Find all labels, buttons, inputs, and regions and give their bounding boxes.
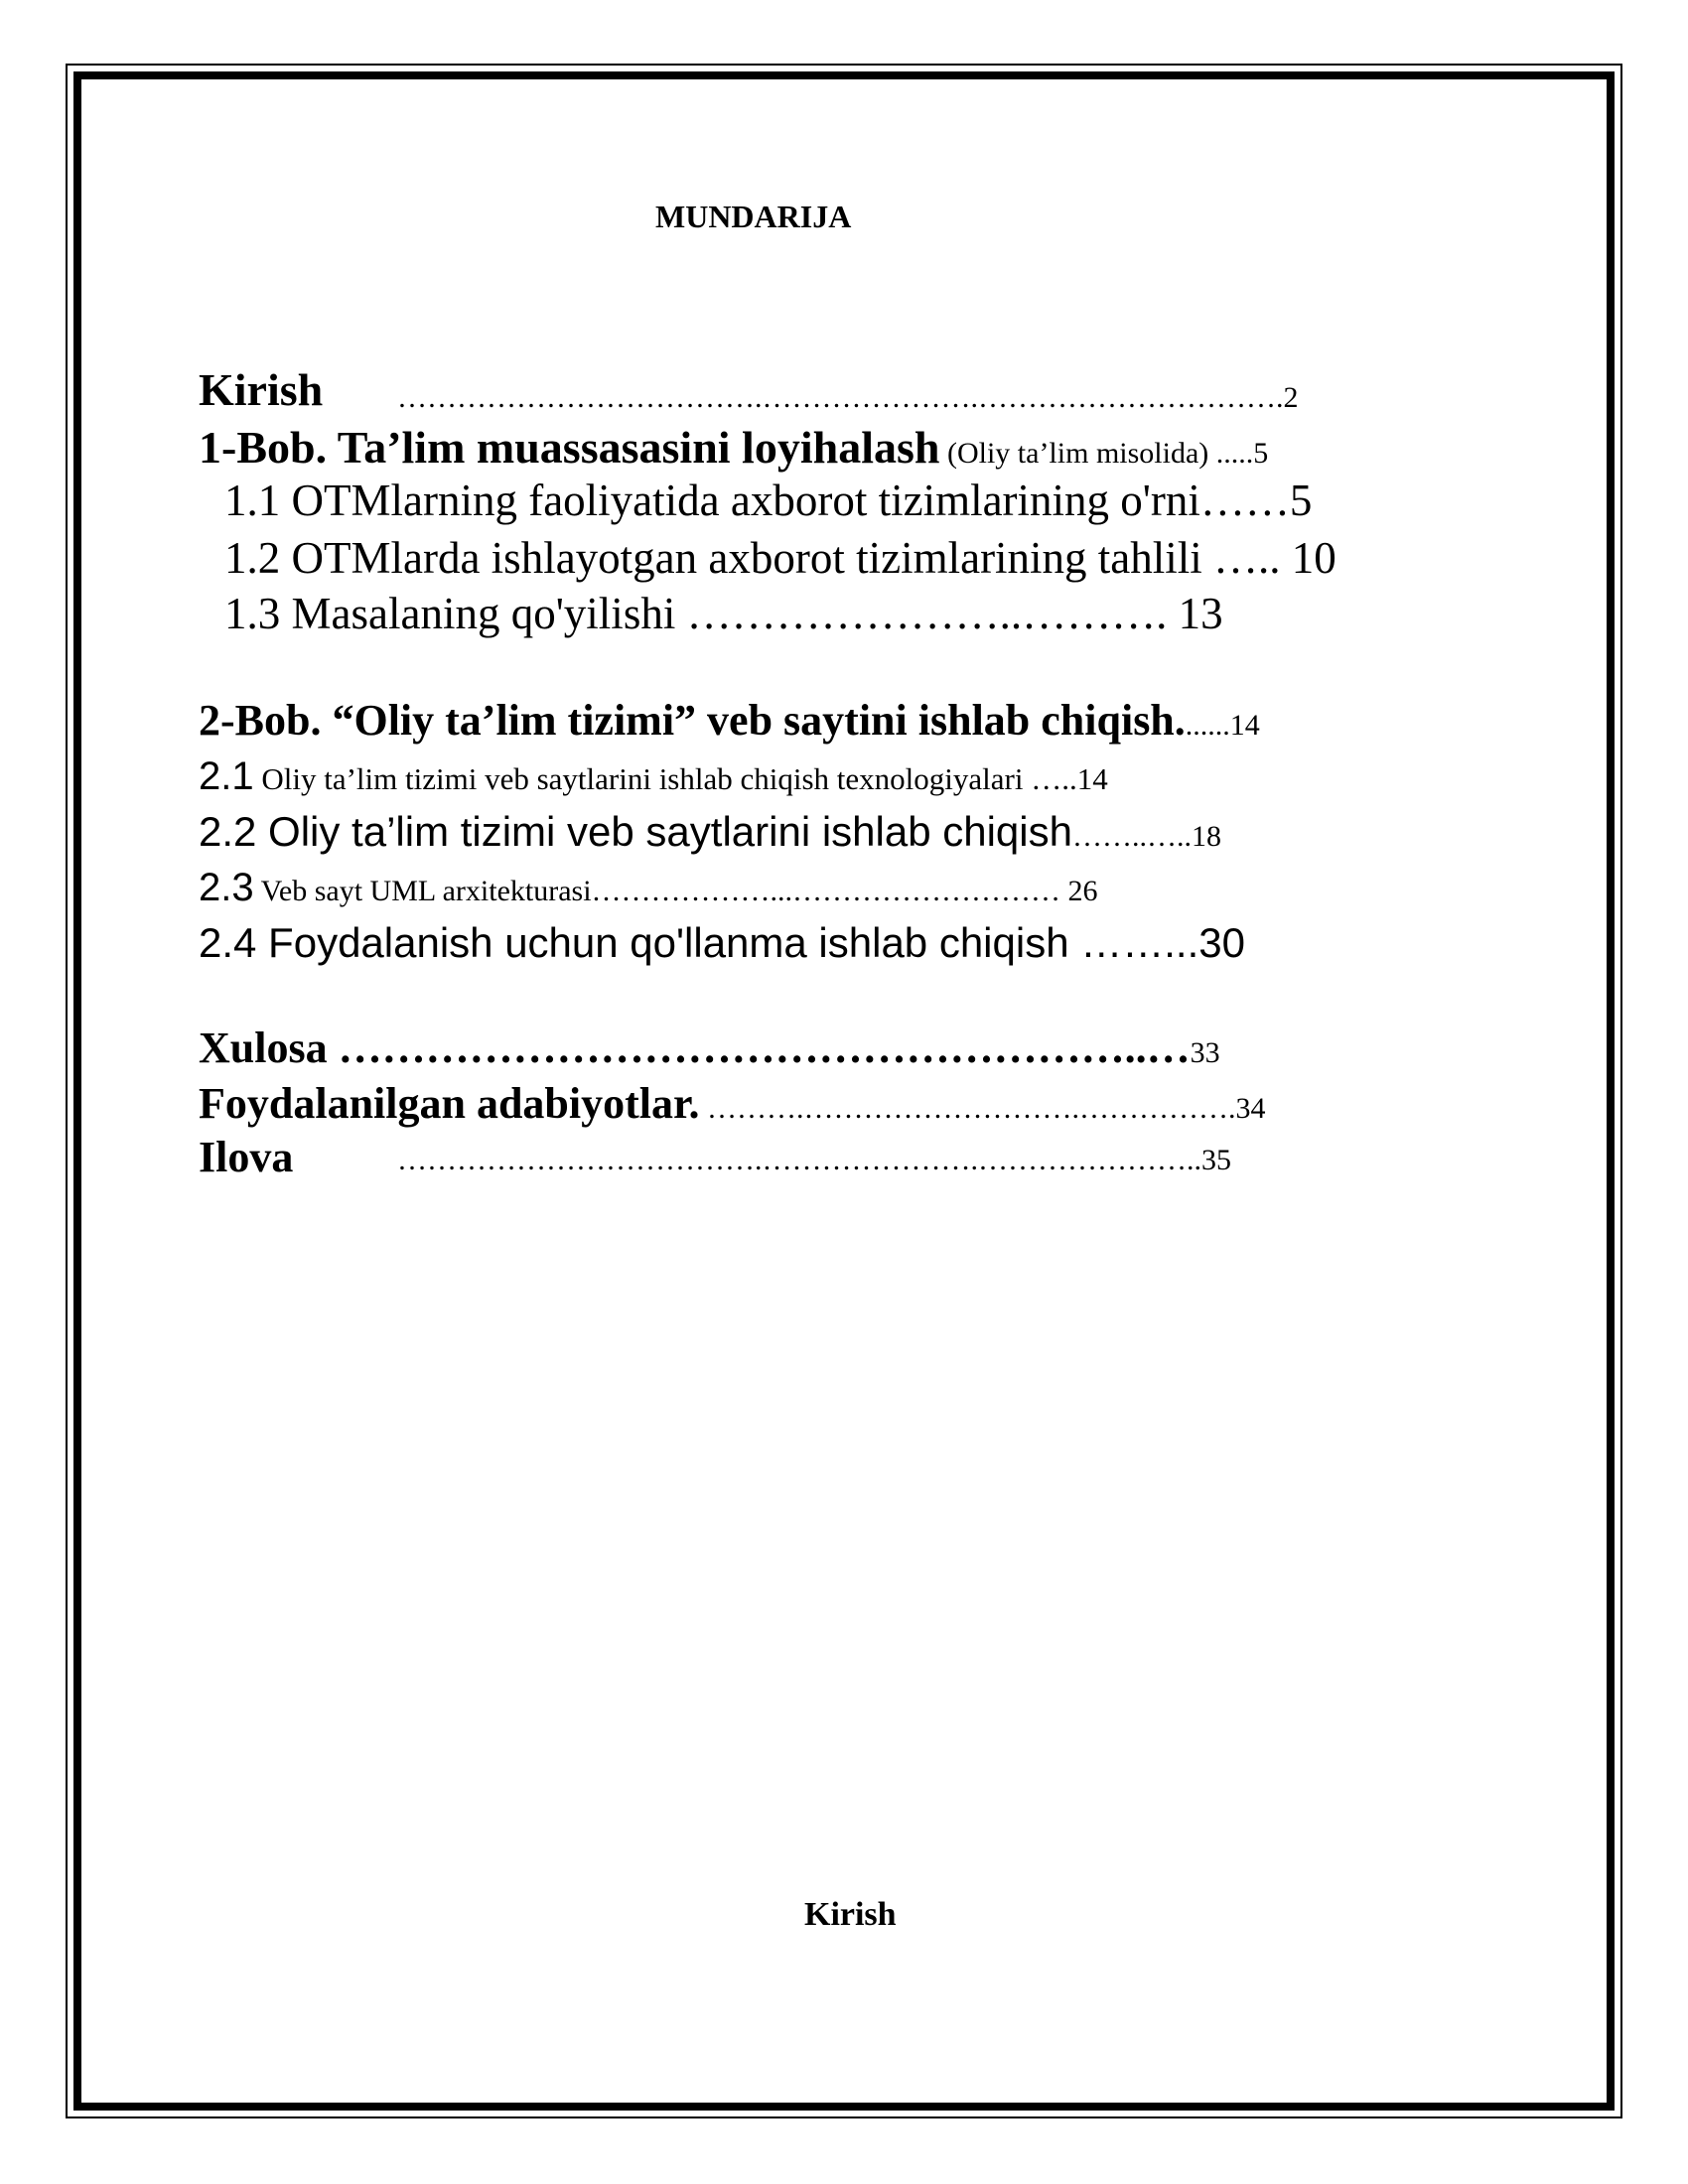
toc-xulosa-page: 33 [1190,1036,1220,1069]
toc-entry-2-1 [199,754,1108,799]
toc-2-2-dots: ……..…..18 [1071,820,1221,853]
toc-entry-ilova [199,1132,1231,1182]
next-section-heading: Kirish [804,1896,897,1933]
toc-entry-2-2 [199,808,1221,856]
toc-entry-bob2 [199,695,1260,746]
toc-2-2-text: 2.2 Oliy ta’lim tizimi veb saytlarini ishlab chiqish [199,808,1072,855]
toc-bob1-label: 1-Bob. Ta’lim muassasasini loyihalash [199,422,940,473]
toc-entry-adabiyot [199,1078,1266,1129]
toc-ilova-dots: ……………………………….………………….…………………..35 [397,1144,1231,1176]
toc-entry-1-1: 1.1 OTMlarning faoliyatida axborot tizimlarining o'rni……5 [224,476,1313,525]
toc-2-1-text: Oliy ta’lim tizimi veb saytlarini ishlab chiqish texnologiyalari …..14 [253,761,1108,796]
toc-entry-bob1 [199,421,1268,474]
toc-bob1-sub: (Oliy ta’lim misolida) .....5 [939,437,1269,470]
toc-kirish-label: Kirish [199,364,324,415]
toc-entry-kirish [199,363,1299,416]
toc-ilova-label: Ilova [199,1133,294,1181]
toc-entry-1-3: 1.3 Masalaning qo'yilishi …………………..………. 13 [224,589,1223,638]
toc-entry-xulosa [199,1023,1220,1073]
toc-entry-2-3 [199,866,1098,910]
toc-kirish-dots: ……………………………….………………….………………………….2 [397,381,1299,414]
toc-bob2-page: ......14 [1185,709,1260,742]
toc-entry-1-2: 1.2 OTMlarda ishlayotgan axborot tizimlarining tahlili ….. 10 [224,533,1336,583]
toc-entry-2-4: 2.4 Foydalanish uchun qo'llanma ishlab chiqish ……...30 [199,919,1245,966]
toc-2-3-num: 2.3 [199,866,254,909]
toc-bob2-label: 2-Bob. “Oliy ta’lim tizimi” veb saytini ishlab chiqish. [199,696,1186,745]
toc-xulosa-label: Xulosa ………………………………………………..… [199,1024,1191,1072]
toc-adabiyot-label: Foydalanilgan adabiyotlar. [199,1079,700,1128]
toc-title: MUNDARIJA [655,199,852,234]
toc-adabiyot-dots: ……….……………………….…………….34 [699,1092,1266,1125]
toc-2-3-text: Veb sayt UML arxitekturasi………………...……………………… 26 [253,875,1098,907]
toc-2-1-num: 2.1 [199,754,254,798]
